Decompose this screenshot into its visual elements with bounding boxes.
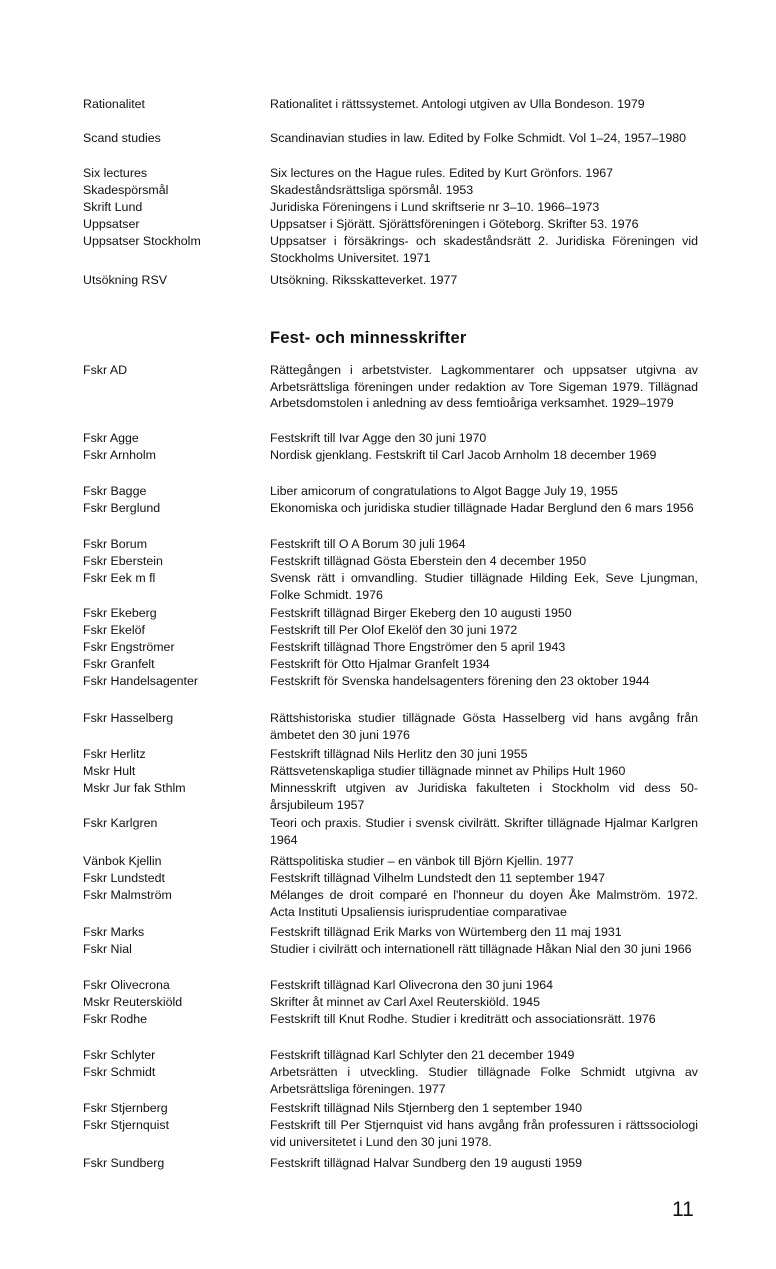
entry-description: Juridiska Föreningens i Lund skriftserie nr 3–10. 1966–1973 [270, 200, 600, 214]
entry-description: Festskrift tillägnad Nils Herlitz den 30 juni 1955 [270, 747, 528, 761]
entry-abbreviation: Fskr Nial [83, 942, 132, 956]
entry-description: Liber amicorum of congratulations to Algot Bagge July 19, 1955 [270, 484, 618, 498]
entry-description: Teori och praxis. Studier i svensk civilrätt. Skrifter tillägnade Hjalmar Karlgren 1964 [270, 816, 698, 847]
entry-abbreviation: Fskr Hasselberg [83, 711, 174, 725]
entry-abbreviation: Mskr Reuterskiöld [83, 995, 183, 1009]
entry-abbreviation: Uppsatser Stockholm [83, 234, 201, 248]
entry-abbreviation: Vänbok Kjellin [83, 854, 162, 868]
entry-description: Arbetsrätten i utveckling. Studier tillägnade Folke Schmidt utgivna av Arbetsrättsliga föreningen. 1977 [270, 1065, 698, 1096]
entry-abbreviation: Mskr Jur fak Sthlm [83, 781, 186, 795]
entry-description: Festskrift tillägnad Halvar Sundberg den 19 augusti 1959 [270, 1156, 583, 1170]
entry-description: Festskrift till Per Olof Ekelöf den 30 juni 1972 [270, 623, 518, 637]
entry-description: Rättshistoriska studier tillägnade Gösta Hasselberg vid hans avgång från ämbetet den 30 juni 1976 [270, 711, 698, 742]
entry-abbreviation: Uppsatser [83, 217, 140, 231]
entry-description: Festskrift tillägnad Erik Marks von Würtemberg den 11 maj 1931 [270, 925, 622, 939]
entry-description: Festskrift tillägnad Gösta Eberstein den 4 december 1950 [270, 554, 587, 568]
entry-description: Uppsatser i Sjörätt. Sjörättsföreningen i Göteborg. Skrifter 53. 1976 [270, 217, 639, 231]
entry-description: Festskrift tillägnad Vilhelm Lundstedt den 11 september 1947 [270, 871, 605, 885]
entry-abbreviation: Fskr Berglund [83, 501, 161, 515]
entry-description: Skadeståndsrättsliga spörsmål. 1953 [270, 183, 474, 197]
entry-description: Utsökning. Riksskatteverket. 1977 [270, 273, 458, 287]
entry-abbreviation: Rationalitet [83, 97, 145, 111]
entry-abbreviation: Fskr Bagge [83, 484, 147, 498]
entry-abbreviation: Fskr Olivecrona [83, 978, 170, 992]
entry-description: Studier i civilrätt och internationell rätt tillägnade Håkan Nial den 30 juni 1966 [270, 942, 692, 956]
entry-abbreviation: Fskr Borum [83, 537, 148, 551]
entry-description: Rättsvetenskapliga studier tillägnade minnet av Philips Hult 1960 [270, 764, 626, 778]
entry-description: Svensk rätt i omvandling. Studier tillägnade Hilding Eek, Seve Ljungman, Folke Schmidt. 1976 [270, 571, 698, 602]
entry-abbreviation: Fskr Ekeberg [83, 606, 157, 620]
entry-description: Minnesskrift utgiven av Juridiska fakulteten i Stockholm vid dess 50-årsjubileum 1957 [270, 781, 698, 812]
entry-description: Festskrift tillägnad Thore Engströmer den 5 april 1943 [270, 640, 566, 654]
entry-abbreviation: Fskr Engströmer [83, 640, 175, 654]
entry-abbreviation: Fskr Schmidt [83, 1065, 156, 1079]
entry-description: Festskrift tillägnad Karl Olivecrona den 30 juni 1964 [270, 978, 554, 992]
entry-description: Festskrift tillägnad Nils Stjernberg den 1 september 1940 [270, 1101, 582, 1115]
entry-abbreviation: Fskr Rodhe [83, 1012, 148, 1026]
entry-description: Festskrift för Svenska handelsagenters förening den 23 oktober 1944 [270, 674, 650, 688]
entry-abbreviation: Skadespörsmål [83, 183, 169, 197]
entry-abbreviation: Fskr Stjernquist [83, 1118, 170, 1132]
entry-abbreviation: Fskr Agge [83, 431, 139, 445]
entry-description: Mélanges de droit comparé en l'honneur du doyen Åke Malmström. 1972. Acta Instituti Upsaliensis iurisprudentiae comparativae [270, 888, 698, 919]
entry-abbreviation: Fskr Lundstedt [83, 871, 165, 885]
entry-abbreviation: Fskr Marks [83, 925, 145, 939]
entry-abbreviation: Skrift Lund [83, 200, 143, 214]
entry-description: Six lectures on the Hague rules. Edited by Kurt Grönfors. 1967 [270, 166, 613, 180]
page-number: 11 [672, 1198, 694, 1221]
entry-abbreviation: Fskr Schlyter [83, 1048, 156, 1062]
entry-description: Rationalitet i rättssystemet. Antologi utgiven av Ulla Bondeson. 1979 [270, 97, 645, 111]
entry-description: Uppsatser i försäkrings- och skadeståndsrätt 2. Juridiska Föreningen vid Stockholms Universitet. 1971 [270, 234, 698, 265]
entry-abbreviation: Fskr Eek m fl [83, 571, 156, 585]
entry-abbreviation: Fskr Stjernberg [83, 1101, 168, 1115]
entry-description: Festskrift till O A Borum 30 juli 1964 [270, 537, 466, 551]
entry-abbreviation: Mskr Hult [83, 764, 136, 778]
entry-abbreviation: Fskr Sundberg [83, 1156, 165, 1170]
entry-abbreviation: Fskr Handelsagenter [83, 674, 199, 688]
entry-description: Scandinavian studies in law. Edited by Folke Schmidt. Vol 1–24, 1957–1980 [270, 131, 687, 145]
entry-abbreviation: Fskr Karlgren [83, 816, 158, 830]
section-heading: Fest- och minnesskrifter [270, 329, 467, 347]
entry-description: Rättegången i arbetstvister. Lagkommentarer och uppsatser utgivna av Arbetsrättsliga föreningen under redaktion av Tore Sigeman 1979. Tillägnad Arbetsdomstolen i anledning av dess femtioåriga verksamhet. 1929–1979 [270, 363, 698, 410]
entry-description: Festskrift till Ivar Agge den 30 juni 1970 [270, 431, 487, 445]
entry-abbreviation: Fskr Arnholm [83, 448, 156, 462]
entry-description: Festskrift till Knut Rodhe. Studier i krediträtt och associationsrätt. 1976 [270, 1012, 656, 1026]
entry-description: Rättspolitiska studier – en vänbok till Björn Kjellin. 1977 [270, 854, 574, 868]
entry-abbreviation: Fskr Herlitz [83, 747, 146, 761]
entry-description: Festskrift till Per Stjernquist vid hans avgång från professuren i rättssociologi vid universitetet i Lund den 30 juni 1978. [270, 1118, 698, 1149]
entry-description: Ekonomiska och juridiska studier tillägnade Hadar Berglund den 6 mars 1956 [270, 501, 694, 515]
entry-abbreviation: Scand studies [83, 131, 161, 145]
entry-description: Festskrift tillägnad Karl Schlyter den 21 december 1949 [270, 1048, 575, 1062]
entry-abbreviation: Six lectures [83, 166, 148, 180]
entry-abbreviation: Utsökning RSV [83, 273, 168, 287]
entry-description: Nordisk gjenklang. Festskrift til Carl Jacob Arnholm 18 december 1969 [270, 448, 657, 462]
entry-description: Skrifter åt minnet av Carl Axel Reuterskiöld. 1945 [270, 995, 540, 1009]
entry-abbreviation: Fskr Malmström [83, 888, 172, 902]
entry-abbreviation: Fskr Ekelöf [83, 623, 145, 637]
entry-description: Festskrift tillägnad Birger Ekeberg den 10 augusti 1950 [270, 606, 572, 620]
entry-abbreviation: Fskr AD [83, 363, 128, 377]
entry-abbreviation: Fskr Granfelt [83, 657, 155, 671]
entry-description: Festskrift för Otto Hjalmar Granfelt 1934 [270, 657, 490, 671]
entry-abbreviation: Fskr Eberstein [83, 554, 163, 568]
